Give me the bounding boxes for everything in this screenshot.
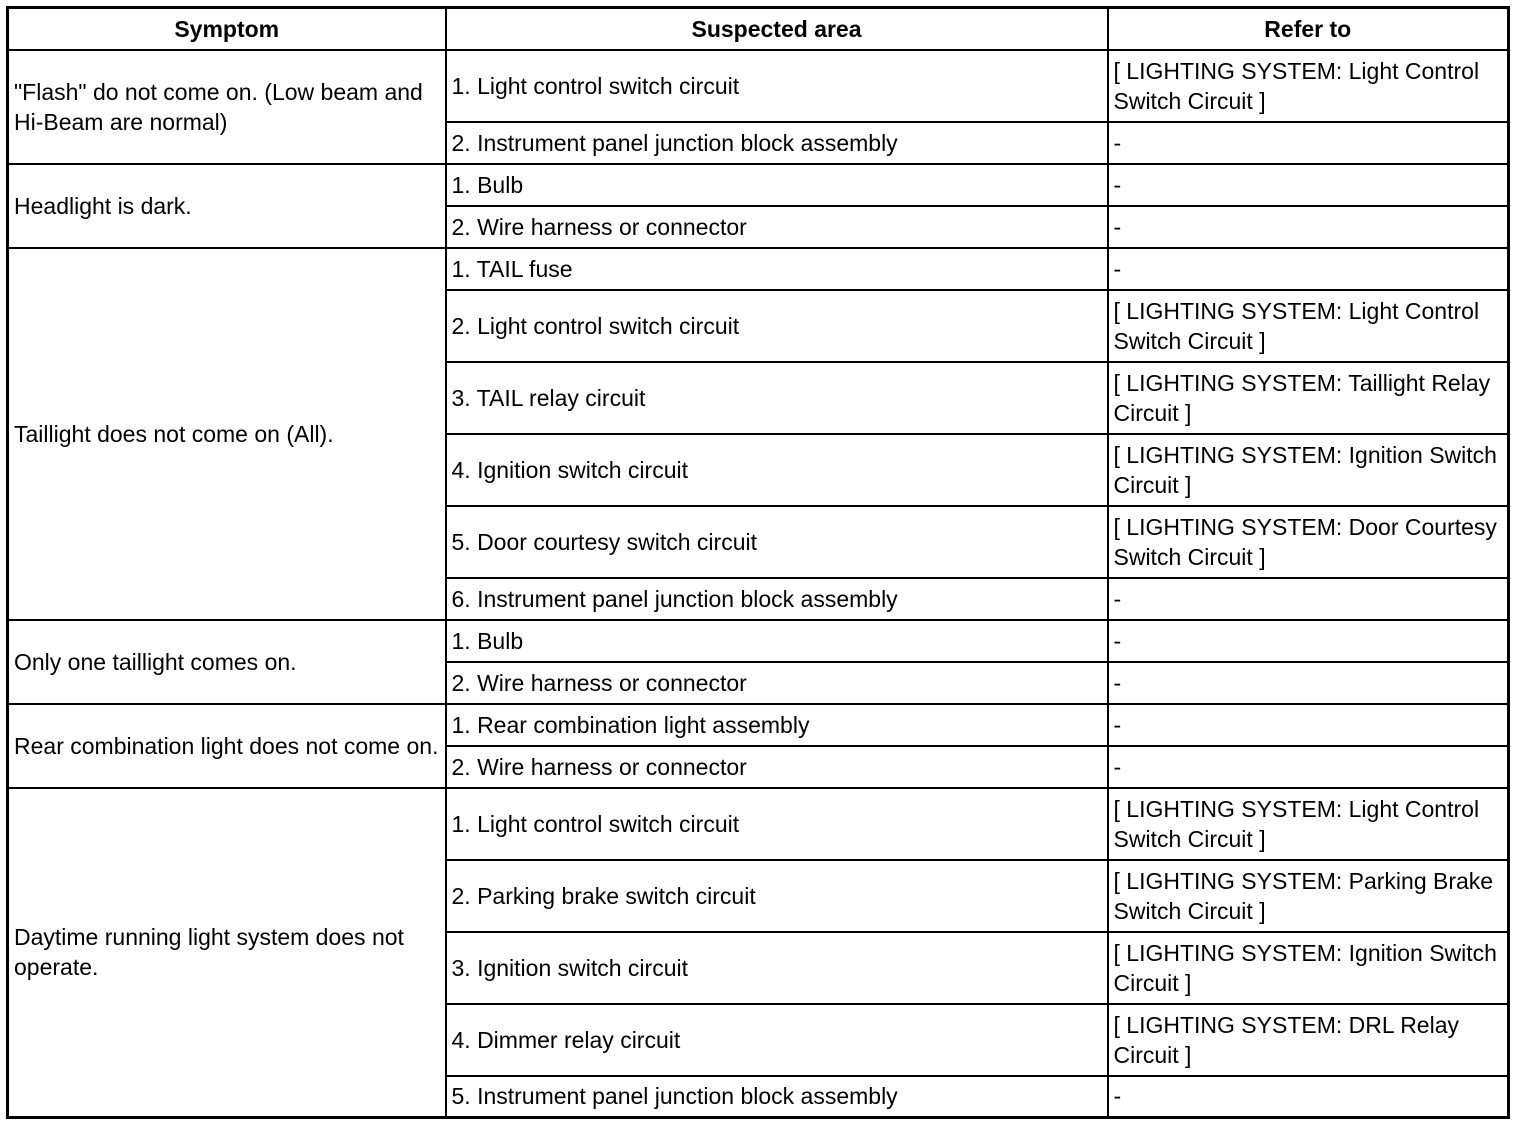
refer-to-cell: - (1108, 164, 1509, 206)
suspected-area-cell: 2. Wire harness or connector (446, 662, 1108, 704)
refer-to-link[interactable]: [ LIGHTING SYSTEM: Parking Brake Switch Circuit ] (1108, 860, 1509, 932)
table-row (8, 620, 1509, 662)
refer-to-cell: - (1108, 620, 1509, 662)
refer-to-link[interactable]: [ LIGHTING SYSTEM: Taillight Relay Circuit ] (1108, 362, 1509, 434)
suspected-area-cell: 2. Parking brake switch circuit (446, 860, 1108, 932)
suspected-area-cell: 3. Ignition switch circuit (446, 932, 1108, 1004)
suspected-area-cell: 2. Wire harness or connector (446, 206, 1108, 248)
suspected-area-cell: 1. Light control switch circuit (446, 788, 1108, 860)
refer-to-cell: - (1108, 704, 1509, 746)
header-suspected-area: Suspected area (446, 8, 1108, 50)
suspected-area-cell: 1. Bulb (446, 164, 1108, 206)
table-row (8, 164, 1509, 206)
suspected-area-cell: 1. Bulb (446, 620, 1108, 662)
header-symptom: Symptom (8, 8, 446, 50)
table-row (8, 704, 1509, 746)
symptom-cell: Only one taillight comes on. (8, 620, 446, 704)
refer-to-cell: - (1108, 122, 1509, 164)
refer-to-cell: - (1108, 746, 1509, 788)
refer-to-cell: - (1108, 1076, 1509, 1118)
table-row (8, 248, 1509, 290)
suspected-area-cell: 5. Door courtesy switch circuit (446, 506, 1108, 578)
refer-to-cell: - (1108, 206, 1509, 248)
header-refer-to: Refer to (1108, 8, 1509, 50)
table-row (8, 788, 1509, 860)
refer-to-link[interactable]: [ LIGHTING SYSTEM: DRL Relay Circuit ] (1108, 1004, 1509, 1076)
refer-to-link[interactable]: [ LIGHTING SYSTEM: Light Control Switch Circuit ] (1108, 788, 1509, 860)
refer-to-link[interactable]: [ LIGHTING SYSTEM: Light Control Switch Circuit ] (1108, 290, 1509, 362)
troubleshooting-table (6, 6, 1510, 1119)
suspected-area-cell: 2. Wire harness or connector (446, 746, 1108, 788)
symptom-cell: Taillight does not come on (All). (8, 248, 446, 620)
symptom-cell: Daytime running light system does not operate. (8, 788, 446, 1118)
refer-to-cell: - (1108, 248, 1509, 290)
refer-to-link[interactable]: [ LIGHTING SYSTEM: Ignition Switch Circuit ] (1108, 434, 1509, 506)
symptom-cell: "Flash" do not come on. (Low beam and Hi-Beam are normal) (8, 50, 446, 164)
suspected-area-cell: 2. Instrument panel junction block assembly (446, 122, 1108, 164)
symptom-cell: Headlight is dark. (8, 164, 446, 248)
table-body (8, 50, 1509, 1118)
refer-to-link[interactable]: [ LIGHTING SYSTEM: Light Control Switch Circuit ] (1108, 50, 1509, 122)
table-row (8, 50, 1509, 122)
refer-to-link[interactable]: [ LIGHTING SYSTEM: Ignition Switch Circuit ] (1108, 932, 1509, 1004)
refer-to-link[interactable]: [ LIGHTING SYSTEM: Door Courtesy Switch Circuit ] (1108, 506, 1509, 578)
suspected-area-cell: 1. Light control switch circuit (446, 50, 1108, 122)
suspected-area-cell: 5. Instrument panel junction block assembly (446, 1076, 1108, 1118)
suspected-area-cell: 6. Instrument panel junction block assembly (446, 578, 1108, 620)
header-row (8, 8, 1509, 50)
refer-to-cell: - (1108, 662, 1509, 704)
suspected-area-cell: 2. Light control switch circuit (446, 290, 1108, 362)
refer-to-cell: - (1108, 578, 1509, 620)
suspected-area-cell: 1. Rear combination light assembly (446, 704, 1108, 746)
symptom-cell: Rear combination light does not come on. (8, 704, 446, 788)
suspected-area-cell: 4. Dimmer relay circuit (446, 1004, 1108, 1076)
suspected-area-cell: 4. Ignition switch circuit (446, 434, 1108, 506)
suspected-area-cell: 1. TAIL fuse (446, 248, 1108, 290)
suspected-area-cell: 3. TAIL relay circuit (446, 362, 1108, 434)
